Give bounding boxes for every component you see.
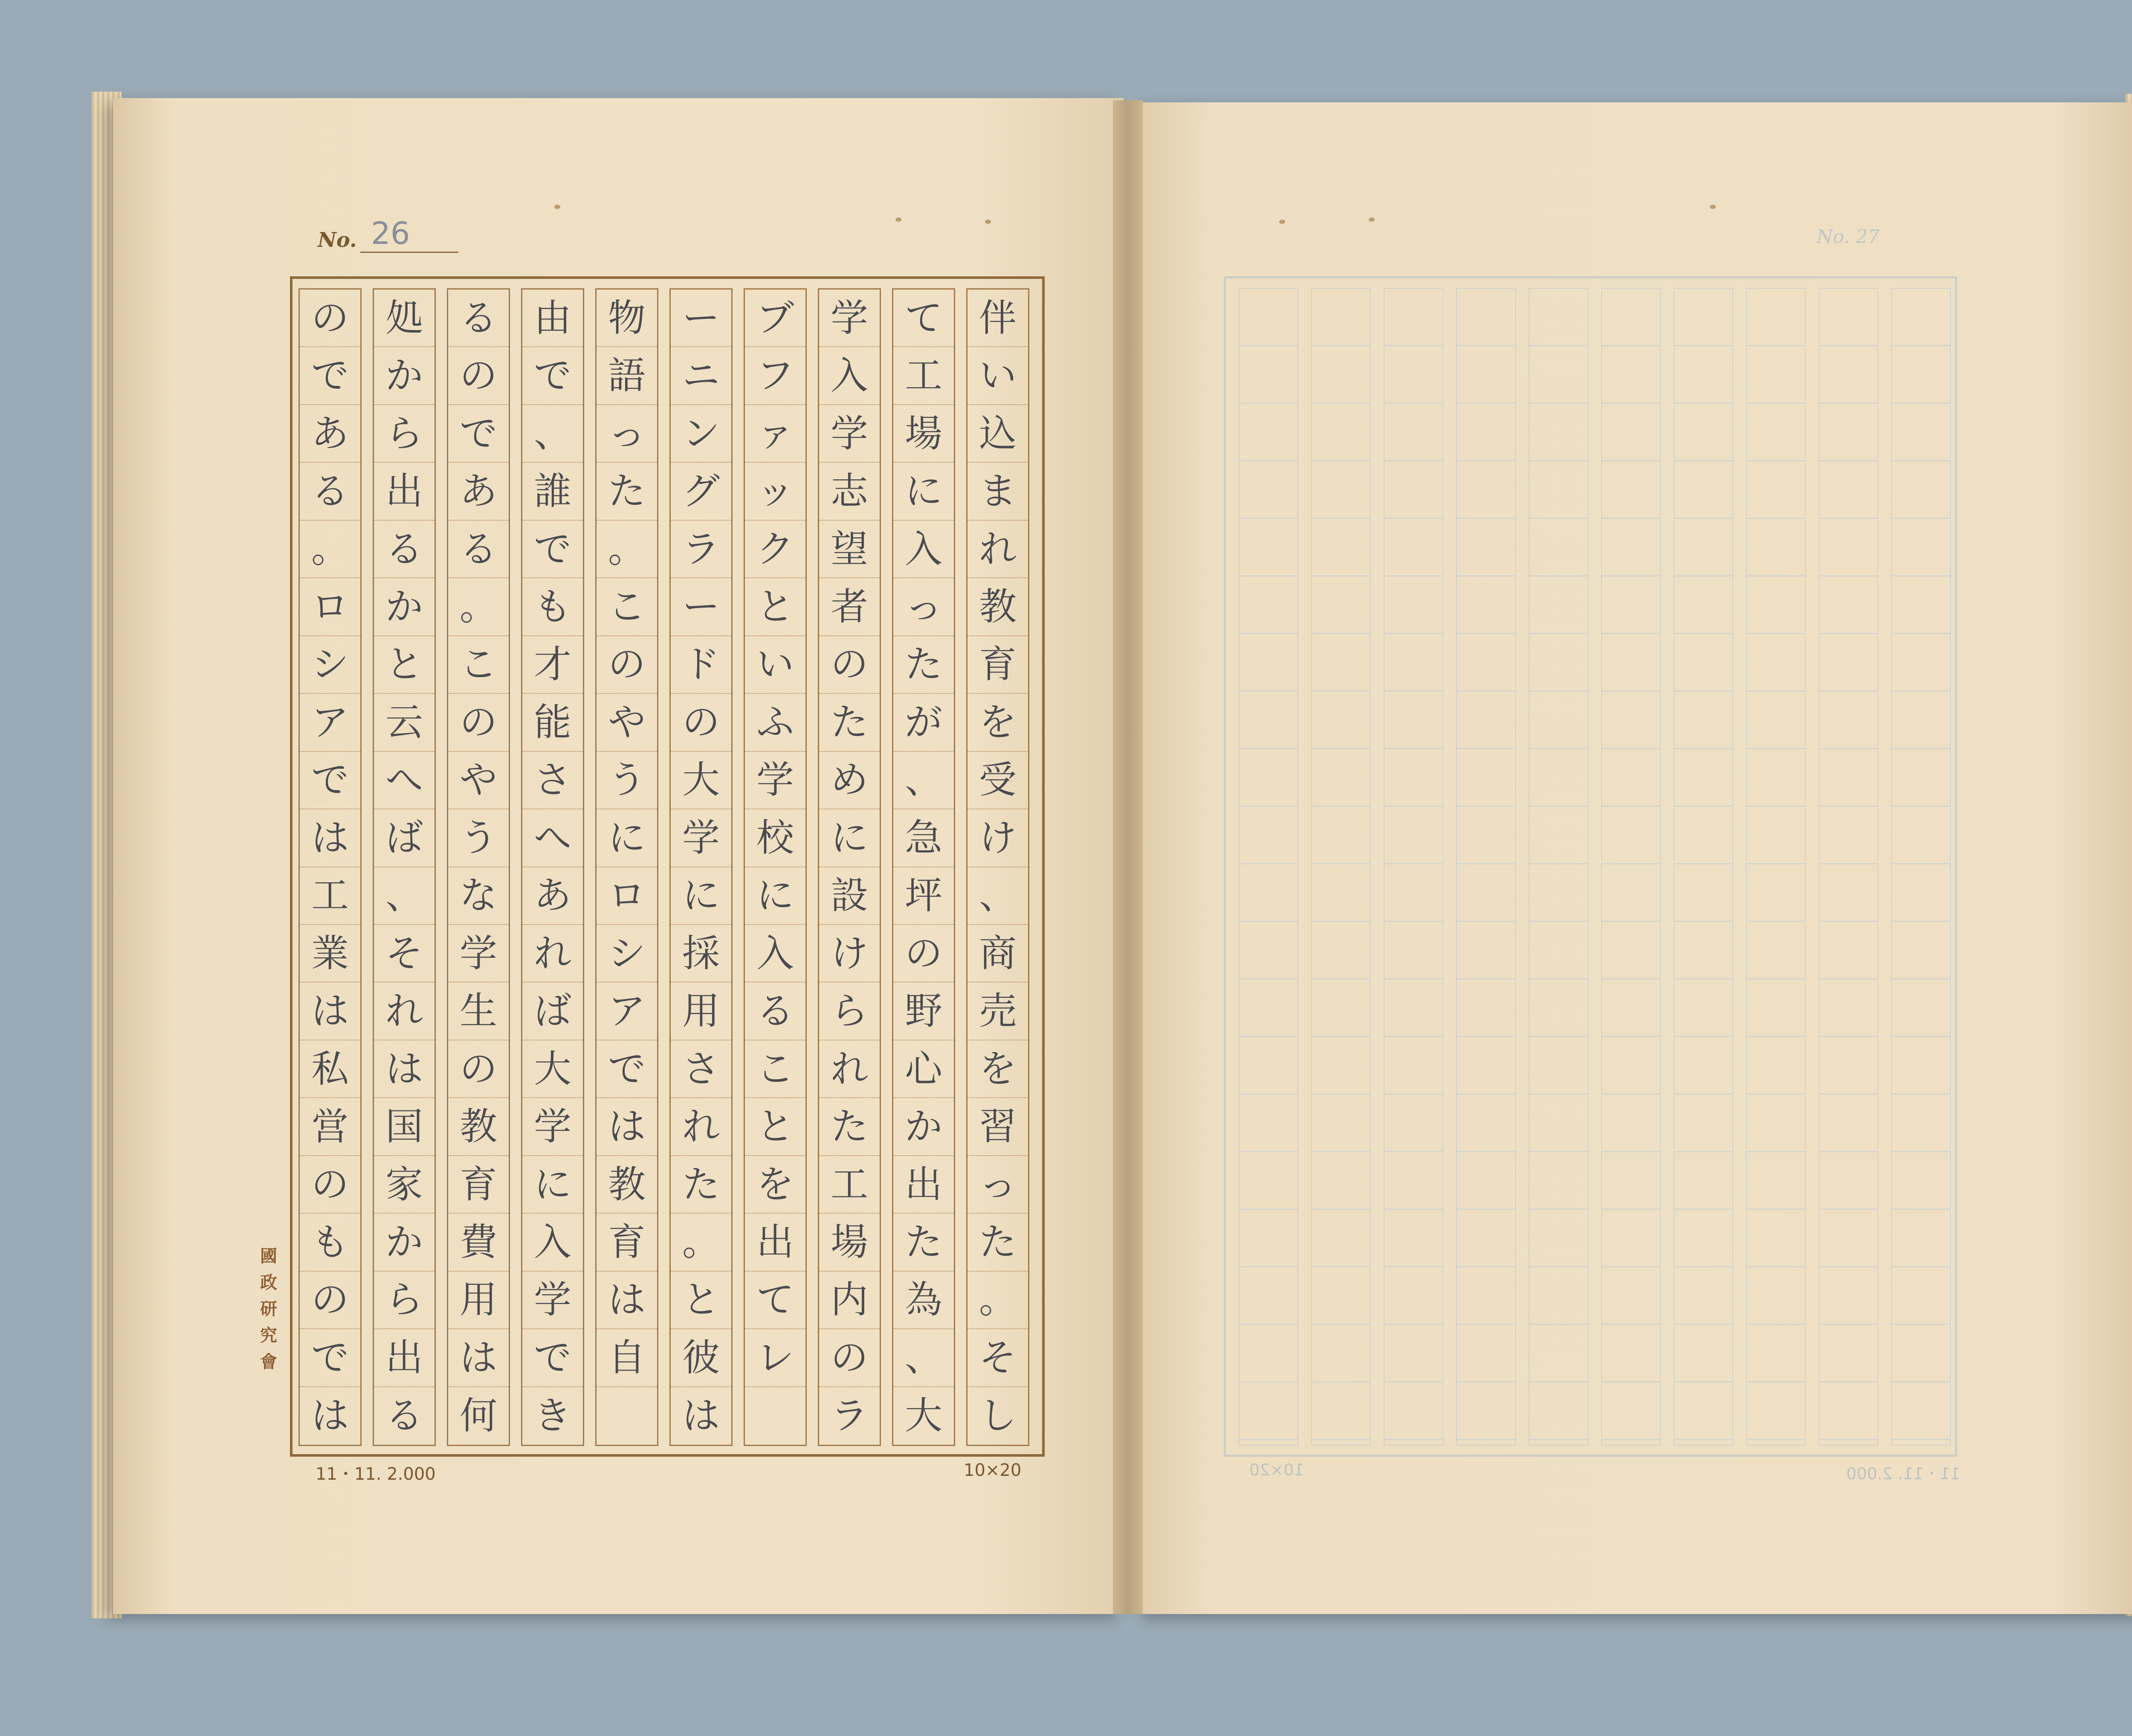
grid-cell: い — [968, 347, 1028, 405]
grid-cell: で — [300, 1329, 360, 1387]
grid-cell: か — [374, 578, 435, 636]
grid-cell: こ — [448, 636, 509, 694]
grid-cell: れ — [374, 982, 435, 1040]
grid-cell: 用 — [448, 1272, 509, 1329]
binding-hole — [895, 217, 901, 222]
grid-cell: で — [300, 752, 360, 809]
ghost-footer-print-code: 11・11. 2.000 — [1846, 1464, 1961, 1483]
grid-cell: は — [300, 809, 360, 867]
grid-cell: ブ — [745, 290, 805, 347]
footer-grid-size: 10×20 — [964, 1461, 1022, 1480]
grid-cell: の — [819, 1329, 880, 1387]
grid-cell: 伴 — [968, 290, 1028, 347]
grid-cell: た — [819, 694, 880, 751]
grid-cell: ば — [522, 982, 583, 1040]
grid-cell: へ — [374, 752, 435, 809]
grid-cell: で — [522, 1329, 583, 1387]
grid-cell: ア — [597, 982, 657, 1040]
grid-cell: 学 — [448, 925, 509, 982]
grid-cell: の — [448, 1040, 509, 1098]
grid-cell: る — [385, 1394, 423, 1438]
grid-cell: 大 — [904, 1394, 942, 1438]
grid-cell: な — [448, 867, 509, 925]
grid-cell: 心 — [893, 1040, 954, 1098]
grid-cell: や — [448, 752, 509, 809]
grid-cell: に — [597, 809, 657, 867]
grid-cell: ラ — [671, 521, 731, 578]
grid-cell — [745, 1387, 805, 1445]
grid-column — [595, 288, 658, 1446]
grid-column — [447, 288, 510, 1446]
grid-cell: ク — [745, 521, 805, 578]
grid-cell: 才 — [522, 636, 583, 694]
grid-cell: 教 — [968, 578, 1028, 636]
grid-column — [818, 288, 881, 1446]
grid-cell: の — [300, 1272, 360, 1329]
grid-cell: 出 — [745, 1214, 805, 1271]
grid-column — [373, 288, 436, 1446]
binding-hole — [554, 205, 560, 209]
grid-cell: 国 — [374, 1098, 435, 1156]
grid-cell: れ — [671, 1098, 731, 1156]
grid-cell: ら — [374, 1272, 435, 1329]
grid-cell: る — [374, 521, 435, 578]
grid-cell: と — [745, 1098, 805, 1156]
grid-cell: 入 — [893, 521, 954, 578]
side-label-char: 會 — [260, 1352, 277, 1372]
grid-cell: 大 — [522, 1040, 583, 1098]
grid-cell: う — [597, 752, 657, 809]
grid-cell: ン — [671, 405, 731, 463]
grid-cell: 物 — [597, 290, 657, 347]
grid-cell: さ — [671, 1040, 731, 1098]
binding-gutter — [1113, 100, 1143, 1614]
grid-cell: 志 — [819, 463, 880, 520]
grid-cell: 。 — [597, 521, 657, 578]
grid-cell: そ — [374, 925, 435, 982]
grid-cell: 、 — [893, 1329, 954, 1387]
grid-cell: 学 — [819, 290, 880, 347]
grid-cell: 学 — [819, 405, 880, 463]
ghost-footer-grid-size: 10×20 — [1249, 1461, 1304, 1479]
grid-cell: し — [979, 1394, 1017, 1438]
grid-cell: ら — [819, 982, 880, 1040]
footer-print-code: 11・11. 2.000 — [316, 1464, 436, 1484]
grid-cell: ロ — [300, 578, 360, 636]
grid-cell: 商 — [968, 925, 1028, 982]
grid-cell: 学 — [522, 1272, 583, 1329]
grid-column — [892, 288, 955, 1446]
ghost-grid-column — [1674, 288, 1733, 1446]
grid-cell: る — [448, 521, 509, 578]
ghost-grid-column — [1529, 288, 1588, 1446]
grid-cell: で — [597, 1040, 657, 1098]
grid-cell: も — [522, 578, 583, 636]
grid-cell: 売 — [968, 982, 1028, 1040]
grid-column — [966, 288, 1029, 1446]
grid-cell: と — [745, 578, 805, 636]
grid-cell: ッ — [745, 463, 805, 520]
grid-cell: 学 — [522, 1098, 583, 1156]
grid-cell: 場 — [819, 1214, 880, 1271]
grid-cell: 由 — [522, 290, 583, 347]
grid-cell: 内 — [819, 1272, 880, 1329]
grid-cell: 業 — [300, 925, 360, 982]
grid-cell: か — [893, 1098, 954, 1156]
grid-cell: は — [448, 1329, 509, 1387]
grid-cell: ァ — [745, 405, 805, 463]
grid-cell: こ — [597, 578, 657, 636]
grid-cell: ニ — [671, 347, 731, 405]
grid-cell: フ — [745, 347, 805, 405]
grid-cell: 、 — [522, 405, 583, 463]
grid-column — [521, 288, 584, 1446]
grid-cell: を — [745, 1156, 805, 1214]
grid-cell: 。 — [671, 1214, 731, 1271]
grid-cell: 工 — [893, 347, 954, 405]
ghost-grid-column — [1311, 288, 1371, 1446]
grid-cell: さ — [522, 752, 583, 809]
grid-cell: 教 — [448, 1098, 509, 1156]
grid-cell: シ — [300, 636, 360, 694]
page-number-underline — [360, 252, 458, 253]
grid-cell: た — [893, 1214, 954, 1271]
grid-cell: の — [300, 1156, 360, 1214]
grid-cell: は — [682, 1394, 720, 1438]
grid-cell: 急 — [893, 809, 954, 867]
grid-cell: 処 — [374, 290, 435, 347]
ghost-grid-column — [1891, 288, 1951, 1446]
ghost-grid-column — [1746, 288, 1806, 1446]
grid-cell: め — [819, 752, 880, 809]
grid-cell: で — [522, 521, 583, 578]
grid-cell: 教 — [597, 1156, 657, 1214]
grid-cell: は — [597, 1098, 657, 1156]
grid-cell: る — [448, 290, 509, 347]
grid-cell: 彼 — [671, 1329, 731, 1387]
binding-hole — [1710, 205, 1716, 209]
grid-cell: 、 — [968, 867, 1028, 925]
grid-cell: こ — [745, 1040, 805, 1098]
grid-cell: 為 — [893, 1272, 954, 1329]
grid-cell: で — [300, 347, 360, 405]
grid-cell: あ — [300, 405, 360, 463]
grid-cell: 校 — [745, 809, 805, 867]
manuscript-grid — [290, 276, 1045, 1457]
grid-cell: で — [522, 347, 583, 405]
grid-cell: ラ — [830, 1394, 868, 1438]
grid-cell: 。 — [448, 578, 509, 636]
grid-cell: 受 — [968, 752, 1028, 809]
grid-cell: の — [893, 925, 954, 982]
grid-cell: 自 — [597, 1329, 657, 1387]
grid-cell: 私 — [300, 1040, 360, 1098]
grid-cell: 工 — [819, 1156, 880, 1214]
ghost-grid-column — [1239, 288, 1298, 1446]
grid-cell: そ — [968, 1329, 1028, 1387]
grid-cell: ド — [671, 636, 731, 694]
grid-cell: を — [968, 694, 1028, 751]
grid-column — [298, 288, 362, 1446]
grid-cell: っ — [597, 405, 657, 463]
grid-cell: を — [968, 1040, 1028, 1098]
grid-cell: か — [374, 1214, 435, 1271]
binding-hole — [1369, 217, 1375, 222]
grid-cell: て — [893, 290, 954, 347]
grid-cell: っ — [893, 578, 954, 636]
grid-cell: 出 — [893, 1156, 954, 1214]
grid-cell: ロ — [597, 867, 657, 925]
grid-cell: 採 — [671, 925, 731, 982]
grid-cell: 用 — [671, 982, 731, 1040]
grid-cell: 語 — [597, 347, 657, 405]
grid-cell: に — [893, 463, 954, 520]
ghost-grid-column — [1601, 288, 1661, 1446]
grid-cell: 学 — [745, 752, 805, 809]
grid-cell: れ — [522, 925, 583, 982]
grid-cell: 望 — [819, 521, 880, 578]
grid-cell: が — [893, 694, 954, 751]
grid-cell: る — [745, 982, 805, 1040]
side-label-char: 究 — [260, 1325, 277, 1345]
grid-cell: ー — [671, 578, 731, 636]
grid-cell: た — [671, 1156, 731, 1214]
grid-cell: 家 — [374, 1156, 435, 1214]
side-label-char: 研 — [260, 1299, 277, 1319]
grid-cell: は — [300, 982, 360, 1040]
grid-cell: ば — [374, 809, 435, 867]
grid-cell: た — [597, 463, 657, 520]
grid-cell: シ — [597, 925, 657, 982]
grid-cell: で — [448, 405, 509, 463]
grid-cell: き — [533, 1394, 571, 1438]
grid-cell: た — [968, 1214, 1028, 1271]
grid-column — [669, 288, 733, 1446]
grid-cell: 学 — [671, 809, 731, 867]
grid-cell: っ — [968, 1156, 1028, 1214]
grid-cell: 。 — [968, 1272, 1028, 1329]
grid-cell: 入 — [522, 1214, 583, 1271]
grid-cell: の — [597, 636, 657, 694]
grid-cell: 育 — [448, 1156, 509, 1214]
grid-cell: も — [300, 1214, 360, 1271]
grid-cell: 費 — [448, 1214, 509, 1271]
grid-cell: 出 — [374, 463, 435, 520]
grid-cell: 能 — [522, 694, 583, 751]
ghost-manuscript-grid — [1224, 276, 1957, 1457]
grid-cell: 野 — [893, 982, 954, 1040]
grid-cell: は — [597, 1272, 657, 1329]
grid-cell: の — [671, 694, 731, 751]
grid-cell: る — [300, 463, 360, 520]
grid-cell: ま — [968, 463, 1028, 520]
side-label-char: 政 — [260, 1272, 277, 1293]
grid-cell: グ — [671, 463, 731, 520]
ghost-page-number: No. 27 — [1816, 226, 1880, 248]
grid-cell: 出 — [374, 1329, 435, 1387]
grid-cell: 習 — [968, 1098, 1028, 1156]
grid-cell: 大 — [671, 752, 731, 809]
grid-cell: 何 — [459, 1394, 497, 1438]
grid-cell: 云 — [374, 694, 435, 751]
grid-cell: 工 — [300, 867, 360, 925]
grid-cell: け — [968, 809, 1028, 867]
grid-cell: へ — [522, 809, 583, 867]
grid-cell: 、 — [893, 752, 954, 809]
grid-cell: 場 — [893, 405, 954, 463]
grid-cell: に — [671, 867, 731, 925]
grid-cell: ー — [671, 290, 731, 347]
grid-cell: い — [745, 636, 805, 694]
grid-cell: れ — [819, 1040, 880, 1098]
grid-cell: た — [819, 1098, 880, 1156]
grid-cell: 育 — [597, 1214, 657, 1271]
grid-cell: レ — [745, 1329, 805, 1387]
grid-cell: 込 — [968, 405, 1028, 463]
grid-cell: ア — [300, 694, 360, 751]
grid-cell: と — [374, 636, 435, 694]
ghost-grid-column — [1456, 288, 1516, 1446]
grid-cell: 。 — [300, 521, 360, 578]
grid-cell: の — [819, 636, 880, 694]
grid-cell — [597, 1387, 657, 1445]
grid-cell: に — [522, 1156, 583, 1214]
grid-cell: け — [819, 925, 880, 982]
grid-cell: の — [448, 694, 509, 751]
side-label-char: 國 — [260, 1246, 277, 1266]
grid-cell: う — [448, 809, 509, 867]
grid-cell: 誰 — [522, 463, 583, 520]
grid-cell: に — [819, 809, 880, 867]
grid-cell: 営 — [300, 1098, 360, 1156]
grid-cell: に — [745, 867, 805, 925]
ghost-grid-column — [1819, 288, 1878, 1446]
grid-column — [744, 288, 807, 1446]
ghost-grid-column — [1384, 288, 1443, 1446]
grid-cell: 育 — [968, 636, 1028, 694]
grid-cell: 者 — [819, 578, 880, 636]
page-number-label: No. — [318, 228, 357, 252]
grid-cell: あ — [522, 867, 583, 925]
grid-cell: の — [448, 347, 509, 405]
grid-cell: は — [374, 1040, 435, 1098]
binding-hole — [1279, 220, 1285, 224]
grid-cell: と — [671, 1272, 731, 1329]
grid-cell: の — [300, 290, 360, 347]
grid-cell: 生 — [448, 982, 509, 1040]
grid-cell: 設 — [819, 867, 880, 925]
grid-cell: 入 — [745, 925, 805, 982]
grid-cell: や — [597, 694, 657, 751]
grid-cell: 坪 — [893, 867, 954, 925]
grid-cell: あ — [448, 463, 509, 520]
grid-cell: 、 — [374, 867, 435, 925]
grid-cell: れ — [968, 521, 1028, 578]
grid-cell: ら — [374, 405, 435, 463]
grid-cell: た — [893, 636, 954, 694]
grid-cell: か — [374, 347, 435, 405]
grid-cell: ふ — [745, 694, 805, 751]
page-number-value: 26 — [371, 215, 410, 251]
grid-cell: は — [311, 1394, 349, 1438]
grid-cell: て — [745, 1272, 805, 1329]
grid-cell: 入 — [819, 347, 880, 405]
binding-hole — [985, 220, 991, 224]
publisher-side-label — [256, 1243, 281, 1375]
